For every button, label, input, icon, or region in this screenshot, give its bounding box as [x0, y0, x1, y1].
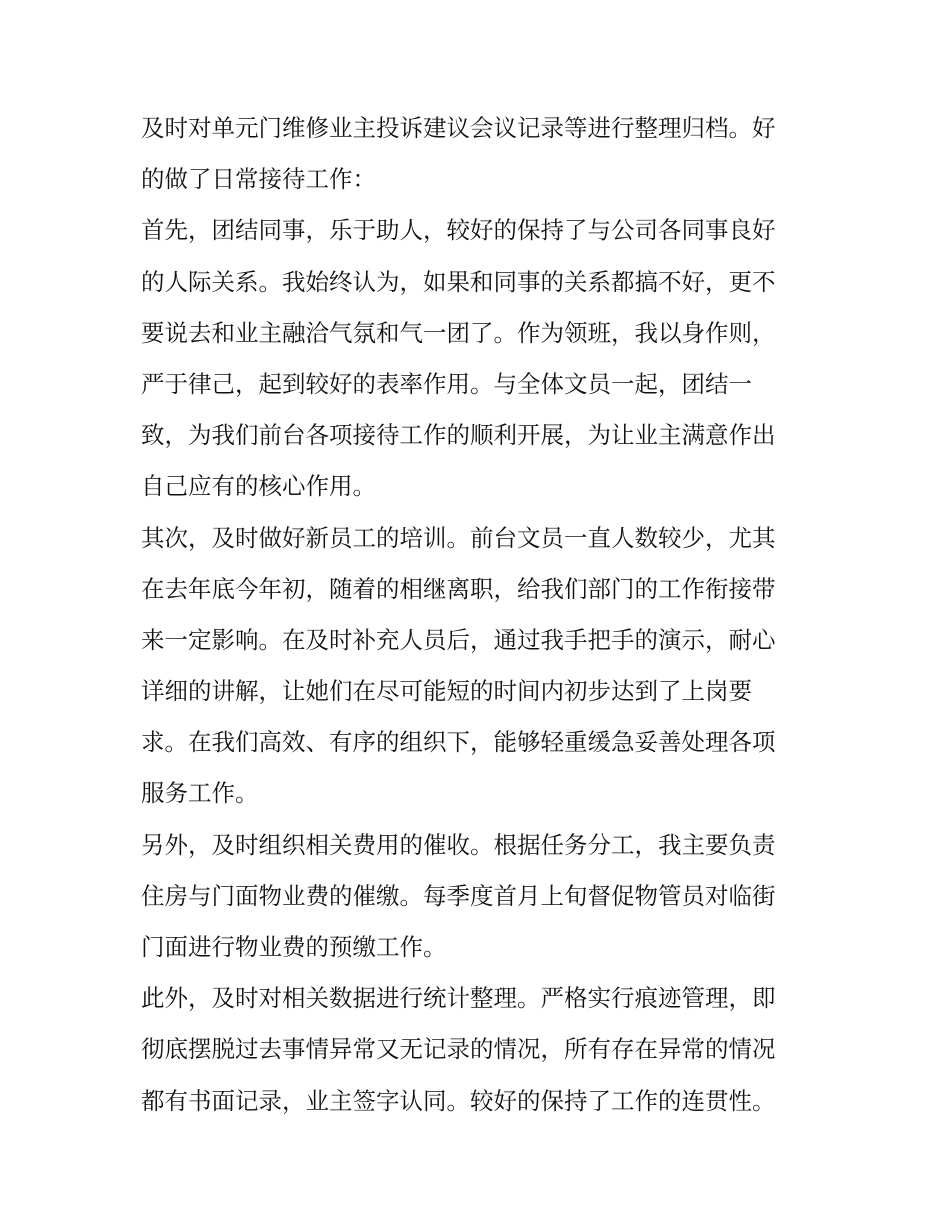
text-line: 要说去和业主融洽气氛和气一团了。作为领班，我以身作则，: [141, 318, 776, 347]
text-line: 另外，及时组织相关费用的催收。根据任务分工，我主要负责: [141, 830, 776, 859]
document-body: [141, 103, 813, 1127]
text-line: 首先，团结同事，乐于助人，较好的保持了与公司各同事良好: [141, 216, 776, 245]
text-line: 门面进行物业费的预缴工作。: [141, 933, 447, 961]
text-line: 求。在我们高效、有序的组织下，能够轻重缓急妥善处理各项: [141, 728, 776, 757]
text-line: 服务工作。: [141, 779, 259, 808]
text-line: 的做了日常接待工作：: [141, 165, 376, 194]
text-line: 详细的讲解，让她们在尽可能短的时间内初步达到了上岗要: [141, 677, 752, 706]
text-line: 彻底摆脱过去事情异常又无记录的情况，所有存在异常的情况: [141, 1035, 776, 1064]
text-line: 自己应有的核心作用。: [141, 472, 376, 501]
text-line: 住房与门面物业费的催缴。每季度首月上旬督促物管员对临街: [141, 881, 776, 910]
text-line: 其次，及时做好新员工的培训。前台文员一直人数较少，尤其: [141, 523, 776, 552]
text-line: 都有书面记录，业主签字认同。较好的保持了工作的连贯性。: [141, 1086, 776, 1115]
text-line: 来一定影响。在及时补充人员后，通过我手把手的演示，耐心: [141, 625, 776, 654]
text-line: 在去年底今年初，随着的相继离职，给我们部门的工作衔接带: [141, 574, 776, 603]
text-line: 及时对单元门维修业主投诉建议会议记录等进行整理归档。好: [141, 114, 776, 142]
text-line: 此外，及时对相关数据进行统计整理。严格实行痕迹管理，即: [141, 984, 776, 1013]
text-line: 严于律己，起到较好的表率作用。与全体文员一起，团结一: [141, 369, 752, 398]
text-line: 致，为我们前台各项接待工作的顺利开展，为让业主满意作出: [141, 421, 776, 450]
text-line: 的人际关系。我始终认为，如果和同事的关系都搞不好，更不: [141, 267, 776, 296]
